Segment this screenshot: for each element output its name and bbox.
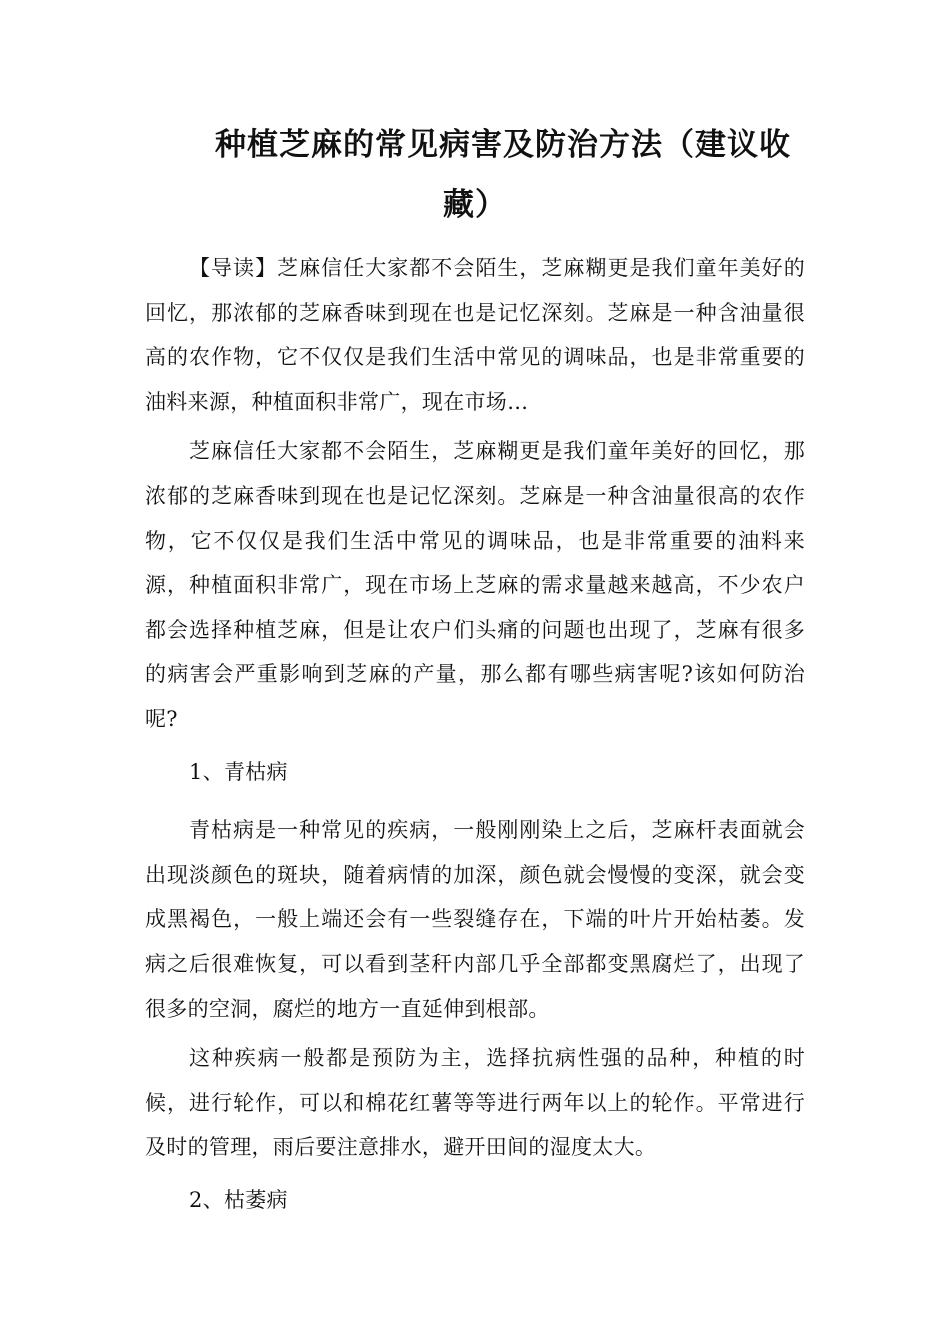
body-paragraph: 青枯病是一种常见的疾病，一般刚刚染上之后，芝麻杆表面就会出现淡颜色的斑块，随着病情的加深，颜色就会慢慢的变深，就会变成黑褐色，一般上端还会有一些裂缝存在，下端的叶片开始枯萎。发病之后很难恢复，可以看到茎秆内部几乎全部都变黑腐烂了，出现了很多的空洞，腐烂的地方一直延伸到根部。 <box>145 818 805 1021</box>
body-paragraph: 这种疾病一般都是预防为主，选择抗病性强的品种，种植的时候，进行轮作，可以和棉花红薯等等进行两年以上的轮作。平常进行及时的管理，雨后要注意排水，避开田间的湿度太大。 <box>145 1046 805 1160</box>
body-paragraph: 芝麻信任大家都不会陌生，芝麻糊更是我们童年美好的回忆，那浓郁的芝麻香味到现在也是记忆深刻。芝麻是一种含油量很高的农作物，它不仅仅是我们生活中常见的调味品，也是非常重要的油料来源，种植面积非常广，现在市场上芝麻的需求量越来越高，不少农户都会选择种植芝麻，但是让农户们头痛的问题也出现了，芝麻有很多的病害会严重影响到芝麻的产量，那么都有哪些病害呢?该如何防治呢? <box>145 439 805 731</box>
document-body <box>145 246 805 1236</box>
section-heading: 1、青枯病 <box>189 759 288 784</box>
section-heading: 2、枯萎病 <box>189 1187 288 1212</box>
document-title: 种植芝麻的常见病害及防治方法（建议收藏） <box>215 127 791 223</box>
intro-paragraph: 【导读】芝麻信任大家都不会陌生，芝麻糊更是我们童年美好的回忆，那浓郁的芝麻香味到现在也是记忆深刻。芝麻是一种含油量很高的农作物，它不仅仅是我们生活中常见的调味品，也是非常重要的油料来源，种植面积非常广，现在市场… <box>145 256 805 414</box>
